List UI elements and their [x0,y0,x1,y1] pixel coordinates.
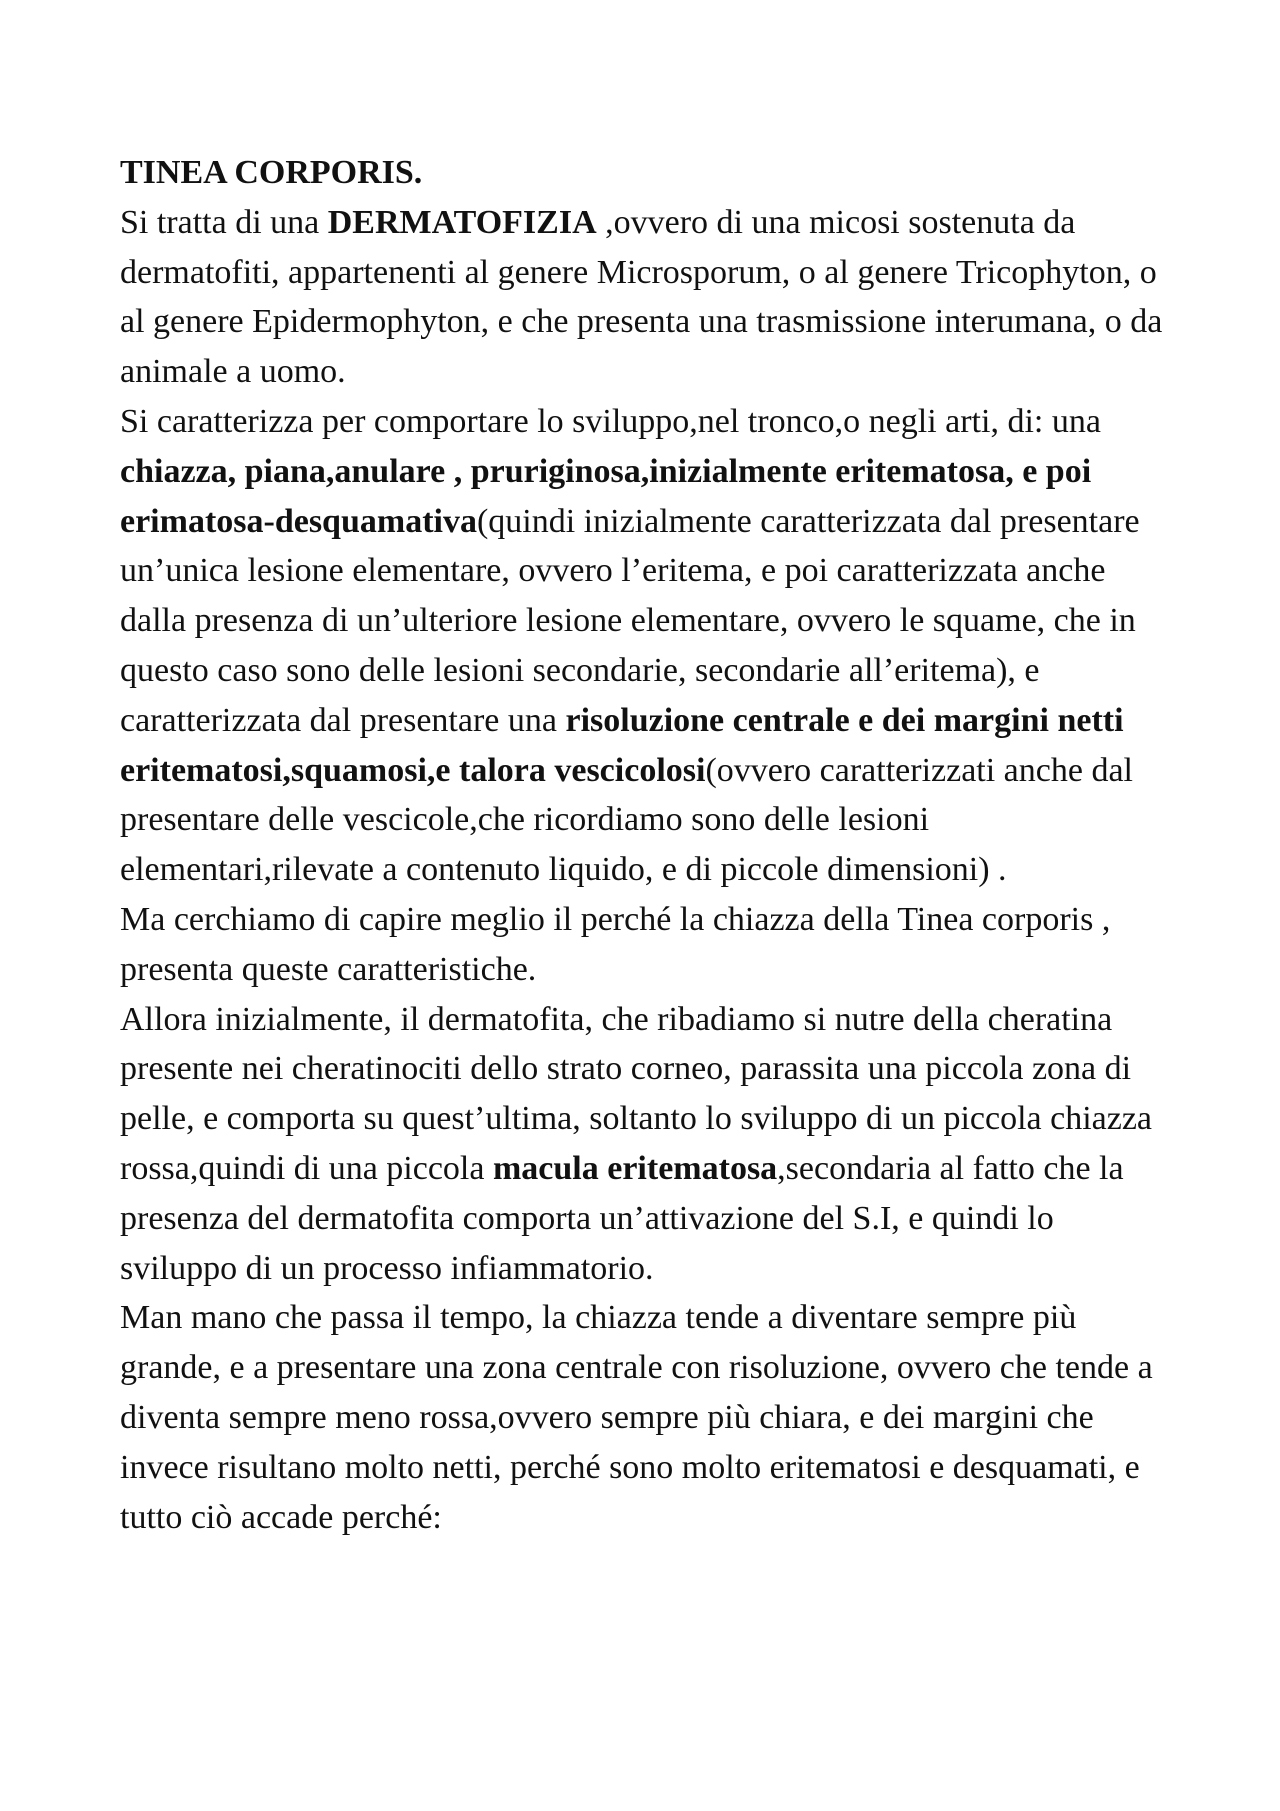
bold-term-macula: macula eritematosa [492,1149,778,1187]
document-page [120,148,1170,1542]
text-segment: Ma cerchiamo di capire meglio il perché la chiazza della Tinea corporis , presenta queste caratteristiche. [120,900,1111,988]
paragraph-question [120,895,1170,995]
text-segment: ,secondaria al fatto che la presenza del dermatofita comporta un’attivazione del S.I, e quindi lo sviluppo di un processo infiammatorio. [120,1149,1124,1287]
paragraph-characteristics [120,397,1170,895]
bold-term-dermatofizia: DERMATOFIZIA [327,203,597,241]
document-title: TINEA CORPORIS. [120,154,423,191]
paragraph-initial-phase [120,995,1170,1294]
text-segment: ,ovvero di una micosi sostenuta da dermatofiti, appartenenti al genere Microsporum, o al genere Tricophyton, o al genere Epidermophyton, e che presenta una trasmissione interumana, o da animale a uomo. [120,203,1163,391]
text-segment: (ovvero caratterizzati anche dal presentare delle vescicole,che ricordiamo sono delle lesioni elementari,rilevate a contenuto liquido, e di piccole dimensioni) . [120,751,1133,889]
paragraph-progression [120,1293,1170,1542]
text-segment: Si caratterizza per comportare lo sviluppo,nel tronco,o negli arti, di: una [120,402,1101,440]
text-segment: (quindi inizialmente caratterizzata dal presentare un’unica lesione elementare, ovvero l’eritema, e poi caratterizzata anche dalla presenza di un’ulteriore lesione elementare, ovvero le squame, che in questo caso sono delle lesioni secondarie, secondarie all’eritema), e caratterizzata dal presentare una [120,502,1140,739]
bold-term-risoluzione: risoluzione centrale e dei margini netti eritematosi,squamosi,e talora vescicolosi [120,701,1124,789]
paragraph-definition [120,198,1170,397]
bold-term-chiazza: chiazza, piana,anulare , pruriginosa,inizialmente eritematosa, e poi erimatosa-desquamativa [120,452,1092,540]
text-segment: Man mano che passa il tempo, la chiazza tende a diventare sempre più grande, e a presentare una zona centrale con risoluzione, ovvero che tende a diventa sempre meno rossa,ovvero sempre più chiara, e dei margini che invece risultano molto netti, perché sono molto eritematosi e desquamati, e tutto ciò accade perché: [120,1299,1153,1536]
text-segment: Si tratta di una [120,203,328,241]
text-segment: Allora inizialmente, il dermatofita, che ribadiamo si nutre della cheratina presente nei cheratinociti dello strato corneo, parassita una piccola zona di pelle, e comporta su quest’ultima, soltanto lo sviluppo di un piccola chiazza rossa,quindi di una piccola [120,1000,1153,1187]
